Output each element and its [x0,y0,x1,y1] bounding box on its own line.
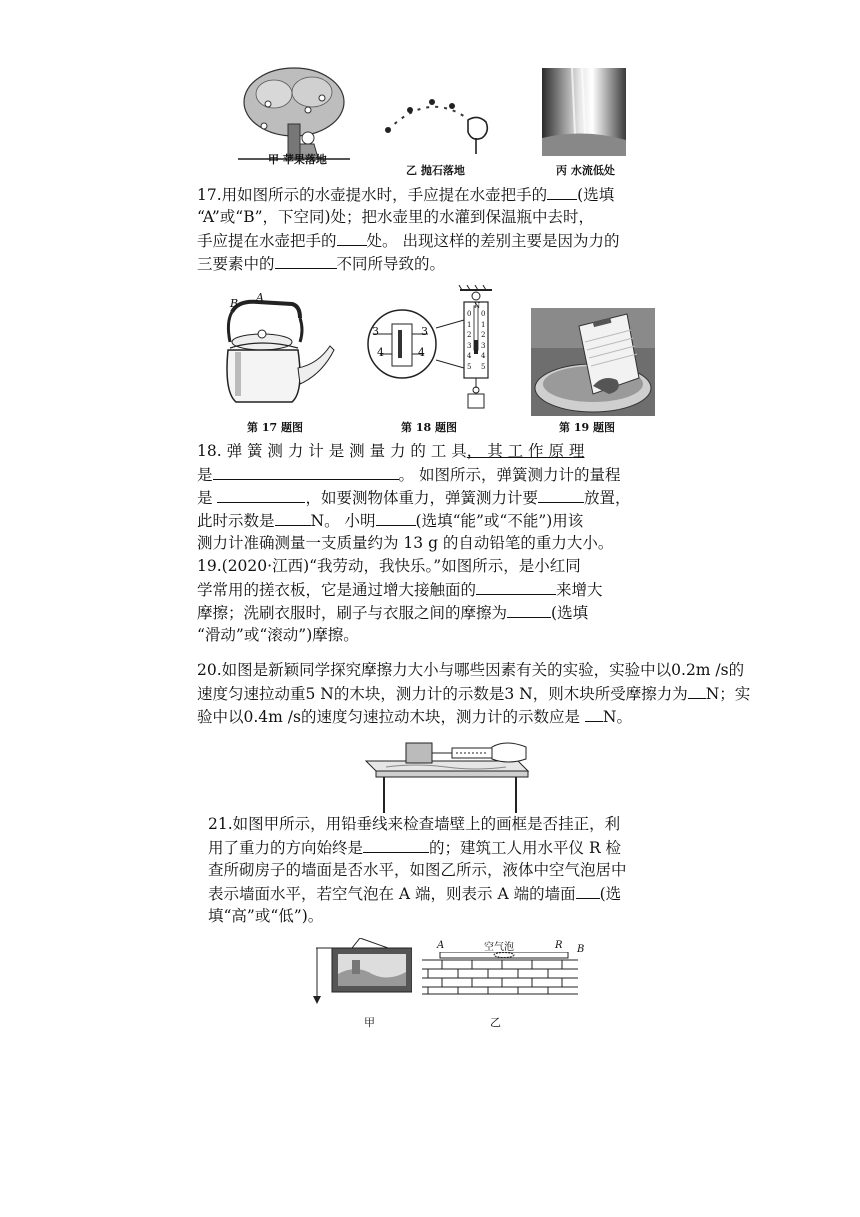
q21-blank1[interactable] [363,836,429,853]
caption-yi: 乙 [490,1016,501,1029]
q19-line3: 摩擦；洗刷衣服时，刷子与衣服之间的摩擦为 (选填 [197,601,588,624]
q18-blank-principle[interactable] [213,463,399,480]
plumb-frame-figure [312,938,412,1004]
scale-unit: N [474,302,481,310]
q18-line1: 18. 弹 簧 测 力 计 是 测 量 力 的 工 具， 其 工 作 原 理 [197,442,585,460]
level-label-bubble: 空气泡 [484,942,514,953]
q18-line2: 是 。 如图所示，弹簧测力计的量程 [197,463,620,486]
q17-line4: 三要素中的 不同所导致的。 [197,252,445,275]
dial-left-3: 3 [372,325,379,338]
thrown-stone-figure [380,92,500,157]
q19-line2: 学常用的搓衣板，它是通过增大接触面的 来增大 [197,578,603,601]
scale-numbers-right: 0 1 2 3 4 5 [481,310,486,371]
waterfall-figure [542,68,626,156]
caption-waterfall: 丙 水流低处 [556,164,615,177]
q19-line4: “滑动”或“滚动”)摩擦。 [197,626,359,644]
q21-line3: 查所砌房子的墙面是否水平，如图乙所示，液体中空气泡居中 [208,861,627,879]
friction-experiment-figure [362,737,532,813]
q18-line4: 此时示数是 N。 小明 (选填“能”或“不能”)用该 [197,509,583,532]
q18-line3: 是 ，如要测物体重力，弹簧测力计要 放置， [197,486,630,509]
q20-blank1[interactable] [688,682,706,699]
caption-q17: 第 17 题图 [247,421,303,434]
level-label-a: A [437,940,445,951]
q19-blank1[interactable] [476,578,556,595]
q19-blank2[interactable] [507,601,551,618]
kettle-label-a: A [256,291,264,304]
q17-line2: “A”或“B”，下空同)处；把水壶里的水灌到保温瓶中去时， [197,208,595,226]
q20-line3: 验中以0.4m /s的速度匀速拉动木块，测力计的示数应是 N。 [197,705,632,728]
q17-blank1[interactable] [547,183,577,200]
dial-right-4: 4 [418,346,425,359]
q17-line1: 17.用如图所示的水壶提水时，手应提在水壶把手的 (选填 [197,183,614,206]
q17-blank3[interactable] [275,252,337,269]
q18-line5: 测力计准确测量一支质量约为 13 g 的自动铅笔的重力大小。 [197,534,614,552]
q18-blank-range[interactable] [217,486,305,503]
q20-line2: 速度匀速拉动重5 N的木块，测力计的示数是3 N，则木块所受摩擦力为 N；实 [197,682,750,705]
q21-line1: 21.如图甲所示，用铅垂线来检查墙壁上的画框是否挂正，利 [208,815,621,833]
q19-line1: 19.(2020·江西)“我劳动，我快乐。”如图所示，是小红同 [197,557,581,575]
caption-q19: 第 19 题图 [559,421,615,434]
q17-blank2[interactable] [337,229,367,246]
q21-line2: 用了重力的方向始终是 的；建筑工人用水平仪 R 检 [208,836,621,859]
q20-line1: 20.如图是新颖同学探究摩擦力大小与哪些因素有关的实验，实验中以0.2m /s的 [197,661,745,679]
caption-stone: 乙 抛石落地 [406,164,465,177]
caption-q18: 第 18 题图 [401,421,457,434]
q18-blank-orientation[interactable] [538,486,584,503]
washboard-figure [531,308,655,416]
q17-line3: 手应提在水壶把手的 处。 出现这样的差别主要是因为力的 [197,229,619,252]
q21-line4: 表示墙面水平，若空气泡在 A 端，则表示 A 端的墙面 (选 [208,882,621,905]
q18-blank-can[interactable] [376,509,416,526]
q21-line5: 填“高”或“低”)。 [208,907,324,925]
kettle-label-b: B [230,297,239,310]
q21-blank2[interactable] [576,882,600,899]
scale-numbers-left: 0 1 2 3 4 5 [467,310,472,371]
caption-jia: 甲 [364,1016,375,1029]
dial-right-3: 3 [421,325,428,338]
q18-blank-reading[interactable] [275,509,311,526]
dial-left-4: 4 [377,346,384,359]
wall-level-figure [418,952,588,996]
level-label-r: R [555,940,563,951]
caption-apple: 甲 苹果落地 [268,153,327,166]
q20-blank2[interactable] [585,705,603,722]
level-label-b: B [577,944,585,955]
